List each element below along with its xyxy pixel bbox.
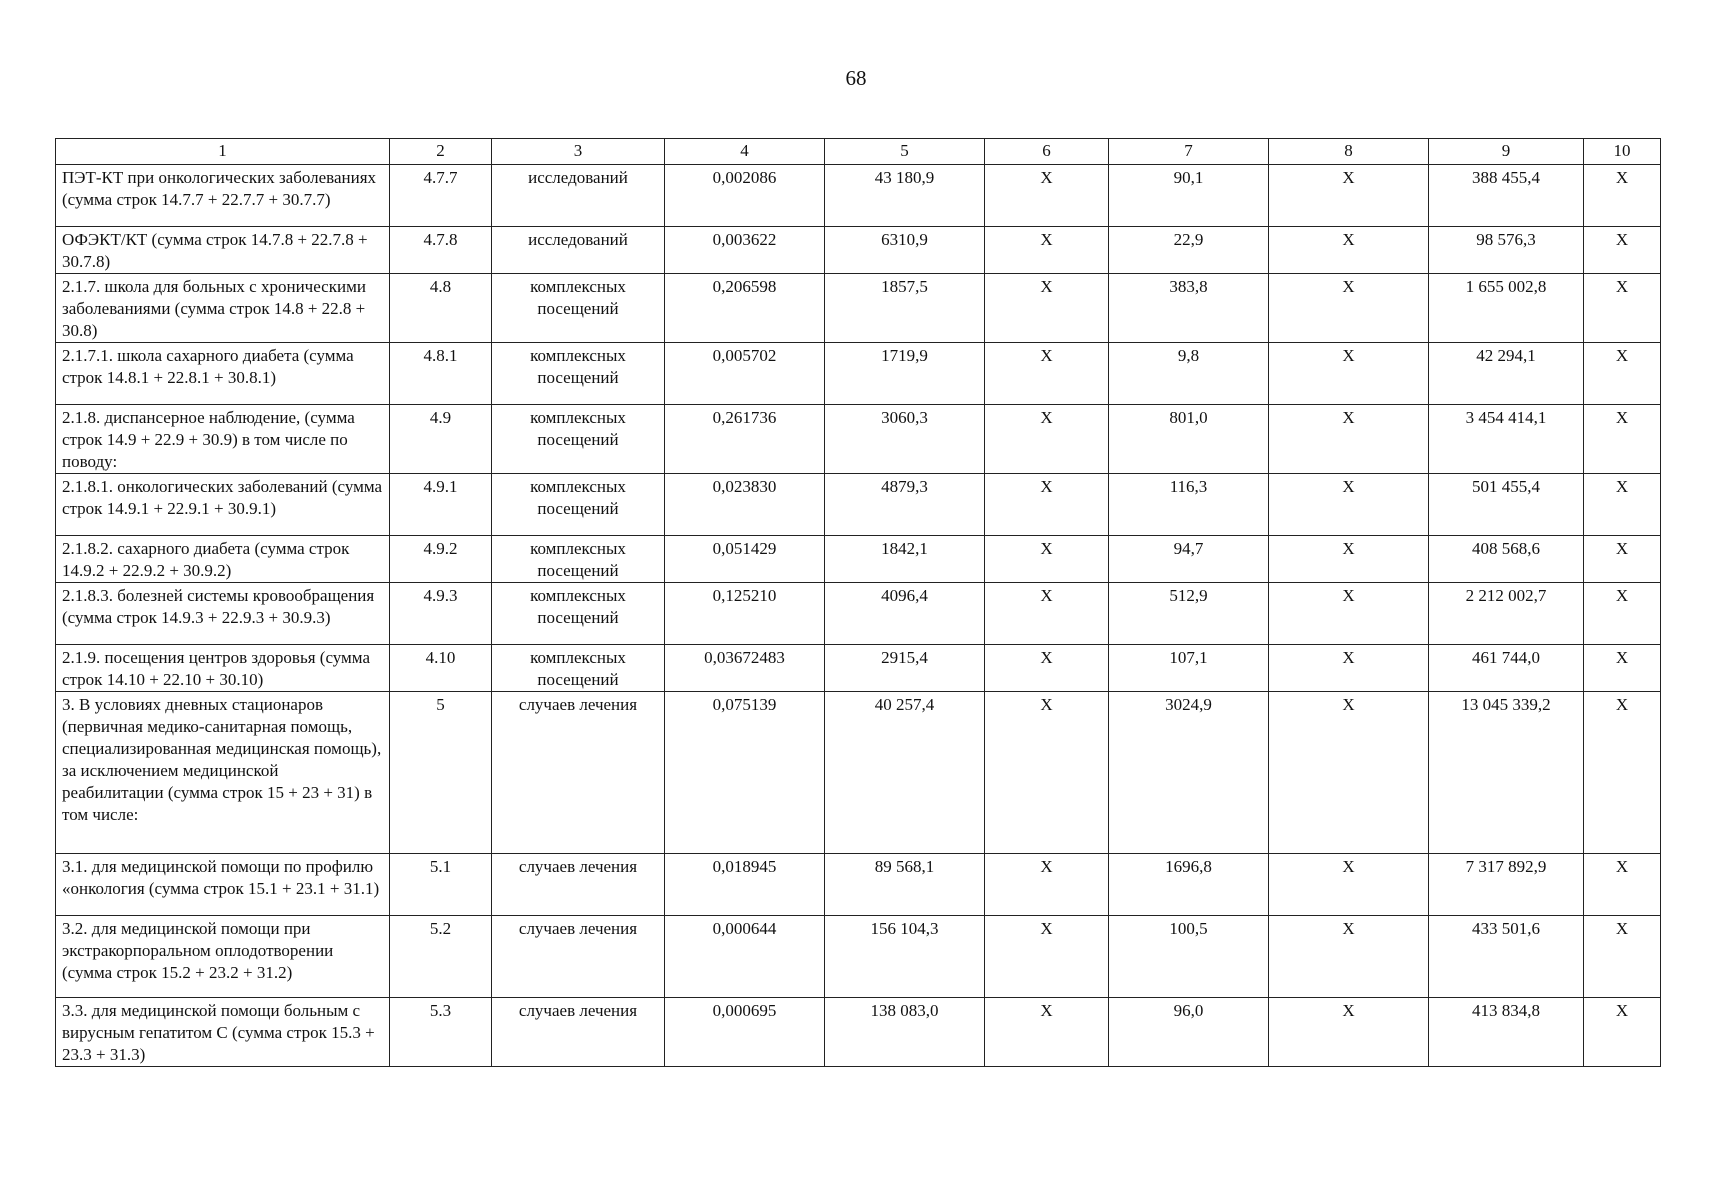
row-col10-cell: Х [1584,583,1661,645]
row-sum-cell: 13 045 339,2 [1429,692,1584,854]
row-col7-cell: 90,1 [1109,165,1269,227]
row-sum-cell: 7 317 892,9 [1429,854,1584,916]
column-header-8: 8 [1269,139,1429,165]
row-col6-cell: Х [985,274,1109,343]
row-name-cell: ОФЭКТ/КТ (сумма строк 14.7.8 + 22.7.8 + 30.7.8) [56,227,390,274]
row-unit-cell: комплексных посещений [492,343,665,405]
row-name-cell: 2.1.8.1. онкологических заболеваний (сумма строк 14.9.1 + 22.9.1 + 30.9.1) [56,474,390,536]
column-header-7: 7 [1109,139,1269,165]
row-col8-cell: Х [1269,165,1429,227]
row-cost-cell: 43 180,9 [825,165,985,227]
row-col10-cell: Х [1584,854,1661,916]
row-col8-cell: Х [1269,474,1429,536]
row-col6-cell: Х [985,165,1109,227]
table-row [56,165,1661,227]
row-unit-cell: комплексных посещений [492,583,665,645]
row-col10-cell: Х [1584,405,1661,474]
row-name-cell: 3.2. для медицинской помощи при экстракорпоральном оплодотворении (сумма строк 15.2 + 23.2 + 31.2) [56,916,390,998]
row-unit-cell: исследований [492,227,665,274]
row-norm-cell: 0,000644 [665,916,825,998]
row-code-cell: 5.3 [390,998,492,1067]
row-unit-cell: комплексных посещений [492,274,665,343]
row-col8-cell: Х [1269,998,1429,1067]
column-header-2: 2 [390,139,492,165]
row-unit-cell: комплексных посещений [492,405,665,474]
row-col6-cell: Х [985,916,1109,998]
row-col7-cell: 3024,9 [1109,692,1269,854]
row-unit-cell: случаев лечения [492,692,665,854]
row-name-cell: ПЭТ-КТ при онкологических заболеваниях (сумма строк 14.7.7 + 22.7.7 + 30.7.7) [56,165,390,227]
row-col8-cell: Х [1269,343,1429,405]
row-col8-cell: Х [1269,645,1429,692]
row-name-cell: 3.1. для медицинской помощи по профилю «онкология (сумма строк 15.1 + 23.1 + 31.1) [56,854,390,916]
row-unit-cell: комплексных посещений [492,474,665,536]
row-name-cell: 2.1.8.3. болезней системы кровообращения (сумма строк 14.9.3 + 22.9.3 + 30.9.3) [56,583,390,645]
row-code-cell: 5.1 [390,854,492,916]
row-unit-cell: исследований [492,165,665,227]
row-unit-cell: случаев лечения [492,998,665,1067]
row-norm-cell: 0,002086 [665,165,825,227]
row-unit-cell: случаев лечения [492,916,665,998]
row-col7-cell: 1696,8 [1109,854,1269,916]
row-cost-cell: 3060,3 [825,405,985,474]
row-norm-cell: 0,206598 [665,274,825,343]
column-header-5: 5 [825,139,985,165]
column-header-9: 9 [1429,139,1584,165]
row-norm-cell: 0,005702 [665,343,825,405]
row-name-cell: 3.3. для медицинской помощи больным с вирусным гепатитом С (сумма строк 15.3 + 23.3 + 31.3) [56,998,390,1067]
table-row [56,274,1661,343]
row-col7-cell: 22,9 [1109,227,1269,274]
row-norm-cell: 0,03672483 [665,645,825,692]
row-col10-cell: Х [1584,916,1661,998]
row-col6-cell: Х [985,405,1109,474]
row-col8-cell: Х [1269,405,1429,474]
row-col7-cell: 801,0 [1109,405,1269,474]
table-header-row [56,139,1661,165]
table-row [56,583,1661,645]
row-code-cell: 5 [390,692,492,854]
row-col8-cell: Х [1269,692,1429,854]
row-code-cell: 4.7.8 [390,227,492,274]
row-norm-cell: 0,261736 [665,405,825,474]
row-sum-cell: 42 294,1 [1429,343,1584,405]
row-name-cell: 2.1.7.1. школа сахарного диабета (сумма строк 14.8.1 + 22.8.1 + 30.8.1) [56,343,390,405]
row-code-cell: 5.2 [390,916,492,998]
row-sum-cell: 2 212 002,7 [1429,583,1584,645]
row-col6-cell: Х [985,474,1109,536]
row-code-cell: 4.9.2 [390,536,492,583]
column-header-3: 3 [492,139,665,165]
table-row [56,854,1661,916]
table-row [56,692,1661,854]
column-header-4: 4 [665,139,825,165]
row-col8-cell: Х [1269,274,1429,343]
row-sum-cell: 461 744,0 [1429,645,1584,692]
row-col8-cell: Х [1269,227,1429,274]
row-cost-cell: 2915,4 [825,645,985,692]
row-cost-cell: 1857,5 [825,274,985,343]
row-cost-cell: 1719,9 [825,343,985,405]
row-code-cell: 4.7.7 [390,165,492,227]
row-norm-cell: 0,000695 [665,998,825,1067]
row-code-cell: 4.8.1 [390,343,492,405]
row-sum-cell: 408 568,6 [1429,536,1584,583]
row-cost-cell: 40 257,4 [825,692,985,854]
table-row [56,405,1661,474]
row-col10-cell: Х [1584,692,1661,854]
row-col10-cell: Х [1584,227,1661,274]
row-sum-cell: 98 576,3 [1429,227,1584,274]
row-col6-cell: Х [985,854,1109,916]
column-header-10: 10 [1584,139,1661,165]
table-row [56,536,1661,583]
row-unit-cell: комплексных посещений [492,536,665,583]
row-col6-cell: Х [985,343,1109,405]
row-norm-cell: 0,003622 [665,227,825,274]
row-col10-cell: Х [1584,998,1661,1067]
row-col8-cell: Х [1269,854,1429,916]
row-col7-cell: 94,7 [1109,536,1269,583]
row-code-cell: 4.10 [390,645,492,692]
row-sum-cell: 501 455,4 [1429,474,1584,536]
row-col7-cell: 512,9 [1109,583,1269,645]
table-row [56,343,1661,405]
row-col8-cell: Х [1269,583,1429,645]
row-norm-cell: 0,125210 [665,583,825,645]
table-row [56,645,1661,692]
row-col6-cell: Х [985,645,1109,692]
row-name-cell: 2.1.8.2. сахарного диабета (сумма строк 14.9.2 + 22.9.2 + 30.9.2) [56,536,390,583]
table-row [56,474,1661,536]
data-table [55,138,1661,1067]
row-sum-cell: 1 655 002,8 [1429,274,1584,343]
table-row [56,227,1661,274]
row-cost-cell: 4096,4 [825,583,985,645]
row-unit-cell: случаев лечения [492,854,665,916]
row-col7-cell: 9,8 [1109,343,1269,405]
row-name-cell: 3. В условиях дневных стационаров (первичная медико-санитарная помощь, специализированная медицинская помощь), за исключением медицинской реабилитации (сумма строк 15 + 23 + 31) в том числе: [56,692,390,854]
page-number: 68 [845,66,867,90]
row-code-cell: 4.9.1 [390,474,492,536]
row-col10-cell: Х [1584,274,1661,343]
row-cost-cell: 4879,3 [825,474,985,536]
table-row [56,916,1661,998]
row-unit-cell: комплексных посещений [492,645,665,692]
row-code-cell: 4.9.3 [390,583,492,645]
table-row [56,998,1661,1067]
row-cost-cell: 6310,9 [825,227,985,274]
row-sum-cell: 388 455,4 [1429,165,1584,227]
row-sum-cell: 3 454 414,1 [1429,405,1584,474]
row-col8-cell: Х [1269,536,1429,583]
row-col6-cell: Х [985,692,1109,854]
row-col10-cell: Х [1584,343,1661,405]
row-name-cell: 2.1.7. школа для больных с хроническими заболеваниями (сумма строк 14.8 + 22.8 + 30.8) [56,274,390,343]
row-name-cell: 2.1.9. посещения центров здоровья (сумма строк 14.10 + 22.10 + 30.10) [56,645,390,692]
row-col7-cell: 100,5 [1109,916,1269,998]
row-col8-cell: Х [1269,916,1429,998]
row-norm-cell: 0,075139 [665,692,825,854]
row-col10-cell: Х [1584,165,1661,227]
row-norm-cell: 0,051429 [665,536,825,583]
row-code-cell: 4.8 [390,274,492,343]
row-norm-cell: 0,018945 [665,854,825,916]
row-norm-cell: 0,023830 [665,474,825,536]
row-code-cell: 4.9 [390,405,492,474]
row-col10-cell: Х [1584,536,1661,583]
row-col7-cell: 116,3 [1109,474,1269,536]
row-col7-cell: 107,1 [1109,645,1269,692]
row-col10-cell: Х [1584,474,1661,536]
row-col6-cell: Х [985,583,1109,645]
row-col7-cell: 96,0 [1109,998,1269,1067]
row-cost-cell: 89 568,1 [825,854,985,916]
row-col6-cell: Х [985,227,1109,274]
row-sum-cell: 413 834,8 [1429,998,1584,1067]
row-col7-cell: 383,8 [1109,274,1269,343]
column-header-6: 6 [985,139,1109,165]
column-header-1: 1 [56,139,390,165]
row-col6-cell: Х [985,536,1109,583]
row-cost-cell: 156 104,3 [825,916,985,998]
row-cost-cell: 1842,1 [825,536,985,583]
row-name-cell: 2.1.8. диспансерное наблюдение, (сумма строк 14.9 + 22.9 + 30.9) в том числе по поводу: [56,405,390,474]
row-sum-cell: 433 501,6 [1429,916,1584,998]
row-cost-cell: 138 083,0 [825,998,985,1067]
row-col6-cell: Х [985,998,1109,1067]
row-col10-cell: Х [1584,645,1661,692]
